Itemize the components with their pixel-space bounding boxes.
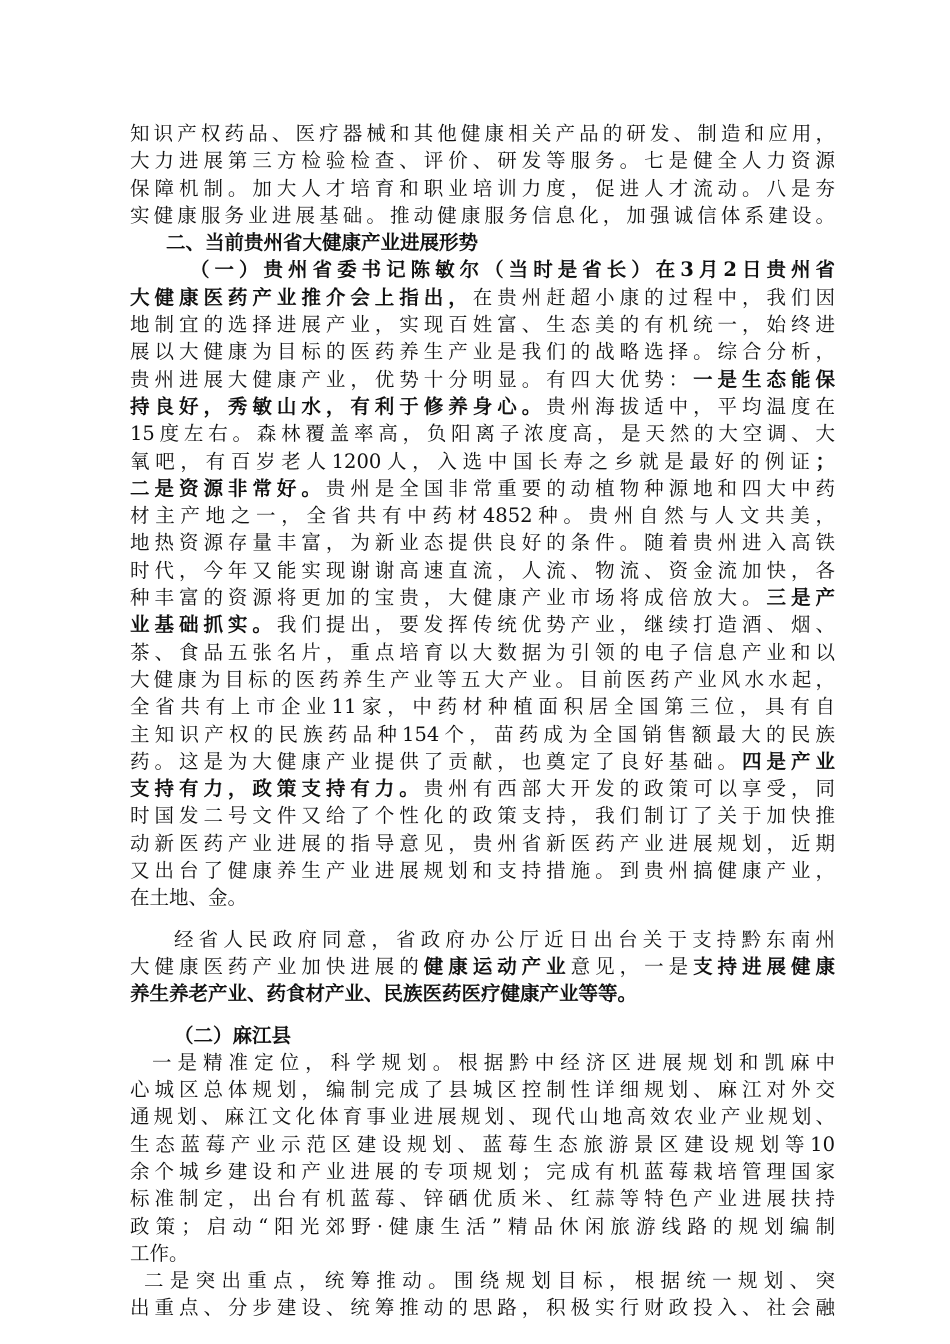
text-line (130, 584, 835, 611)
text-line: 地热资源存量丰富，为新业态提供良好的条件。随着贵州进入高铁 (130, 531, 835, 555)
bold-span: 二是资源非常好。 (130, 476, 326, 500)
paragraph-planning (130, 1049, 835, 1267)
bold-span: 三是产 (766, 586, 835, 610)
text-line: 地制宜的选择进展产业，实现百姓富、生态美的有机统一，始终进 (130, 313, 835, 337)
text-line (130, 611, 835, 638)
text-line (130, 748, 835, 775)
text-line: 二是突出重点，统筹推动。围绕规划目标，根据统一规划、突 (144, 1269, 835, 1293)
text-line (130, 284, 835, 311)
text-line: 通规划、麻江文化体育事业进展规划、现代山地高效农业产业规划、 (130, 1105, 835, 1129)
text-line: （一）贵州省委书记陈敏尔（当时是省长）在3月2日贵州省 (190, 258, 835, 282)
text-line: 全省共有上市企业11家，中药材种植面积居全国第三位，具有自 (130, 695, 835, 719)
paragraph-approval (130, 926, 835, 1008)
subsection-heading: （二）麻江县 (174, 1023, 292, 1047)
text-line (130, 775, 835, 802)
text-line: 大力进展第三方检验检查、评价、研发等服务。七是健全人力资源 (130, 149, 835, 173)
text-line: 出重点、分步建设、统筹推动的思路，积极实行财政投入、社会融 (130, 1296, 835, 1320)
text-span: 大健康医药产业加快进展的 (130, 954, 424, 978)
bold-span: 业基础抓实。 (130, 613, 277, 637)
bold-span: 大健康医药产业推介会上指出， (130, 285, 473, 309)
text-line: 材主产地之一，全省共有中药材4852种。贵州自然与人文共美， (130, 504, 835, 528)
text-span: 贵州是全国非常重要的动植物种源地和四大中药 (325, 476, 835, 500)
text-span: 贵州有西部大开发的政策可以享受，同 (423, 777, 835, 801)
text-line (130, 953, 835, 980)
text-line: 标准制定，出台有机蓝莓、锌硒优质米、红蒜等特色产业进展扶持 (130, 1187, 835, 1211)
paragraph-intro (130, 120, 835, 229)
text-span: 意见，一是 (570, 954, 694, 978)
text-span: 药。这是为大健康产业提供了贡献，也奠定了良好基础。 (130, 749, 743, 773)
text-line: 动新医药产业进展的指导意见，贵州省新医药产业进展规划，近期 (130, 831, 835, 855)
text-line: 保障机制。加大人才培育和职业培训力度，促进人才流动。八是夯 (130, 176, 835, 200)
document-page (130, 120, 835, 1322)
paragraph-gap (130, 912, 835, 926)
text-line: 大健康为目标的医药养生产业等五大产业。目前医药产业风水水起， (130, 667, 835, 691)
paragraph-priorities (130, 1267, 835, 1322)
text-line: 生态蓝莓产业示范区建设规划、蓝莓生态旅游景区建设规划等10 (130, 1132, 835, 1156)
bold-span: 持良好，秀敏山水，有利于修养身心。 (130, 394, 547, 418)
text-line: 工作。 (130, 1241, 189, 1265)
text-line: 时国发二号文件又给了个性化的政策支持，我们制订了关于加快推 (130, 804, 835, 828)
text-line: 15度左右。森林覆盖率高，负阳离子浓度高，是天然的大空调、大 (130, 422, 835, 446)
text-line: 时代，今年又能实现谢谢高速直流，人流、物流、资金流加快，各 (130, 558, 835, 582)
bold-span: 支持有力，政策支持有力。 (130, 777, 424, 801)
text-line (130, 366, 835, 393)
text-line (130, 393, 835, 420)
text-line: 政策；启动“阳光郊野·健康生活”精品休闲旅游线路的规划编制 (130, 1214, 835, 1238)
text-line: 在土地、金。 (130, 886, 248, 910)
paragraph-guizhou (130, 256, 835, 911)
text-span: 贵州海拔适中，平均温度在 (546, 394, 835, 418)
bold-span: ； (815, 449, 835, 473)
bold-span: 健康运动产业 (423, 954, 571, 978)
text-line: 经省人民政府同意，省政府办公厅近日出台关于支持黔东南州 (174, 927, 835, 951)
text-line: 心城区总体规划，编制完成了县城区控制性详细规划、麻江对外交 (130, 1078, 835, 1102)
text-line: 实健康服务业进展基础。推动健康服务信息化，加强诚信体系建设。 (130, 203, 835, 227)
text-span: 在贵州赶超小康的过程中，我们因 (472, 285, 835, 309)
text-line (130, 475, 835, 502)
text-line: 又出台了健康养生产业进展规划和支持措施。到贵州搞健康产业， (130, 859, 835, 883)
text-span: 我们提出，要发挥传统优势产业，继续打造酒、烟、 (276, 613, 835, 637)
text-line (130, 448, 835, 475)
text-span: 氧吧，有百岁老人1200人，入选中国长寿之乡就是最好的例证 (130, 449, 816, 473)
section-heading: 二、当前贵州省大健康产业进展形势 (166, 231, 479, 255)
text-line: 养生养老产业、药食材产业、民族医药医疗健康产业等等。 (130, 982, 638, 1006)
text-line: 一是精准定位，科学规划。根据黔中经济区进展规划和凯麻中 (152, 1050, 835, 1074)
text-span: 贵州进展大健康产业，优势十分明显。有四大优势： (130, 367, 694, 391)
text-line: 余个城乡建设和产业进展的专项规划；完成有机蓝莓栽培管理国家 (130, 1159, 835, 1183)
text-line: 知识产权药品、医疗器械和其他健康相关产品的研发、制造和应用， (130, 122, 835, 145)
bold-span: 支持进展健康 (693, 954, 835, 978)
text-span: 种丰富的资源将更加的宝贵，大健康产业市场将成倍放大。 (130, 586, 767, 610)
paragraph-gap (130, 1008, 835, 1022)
bold-span: 一是生态能保 (693, 367, 835, 391)
text-line: 主知识产权的民族药品种154个，苗药成为全国销售额最大的民族 (130, 722, 835, 746)
bold-span: 四是产业 (742, 749, 835, 773)
text-line: 展以大健康为目标的医药养生产业是我们的战略选择。综合分析， (130, 340, 835, 364)
text-line: 茶、食品五张名片，重点培育以大数据为引领的电子信息产业和以 (130, 640, 835, 664)
